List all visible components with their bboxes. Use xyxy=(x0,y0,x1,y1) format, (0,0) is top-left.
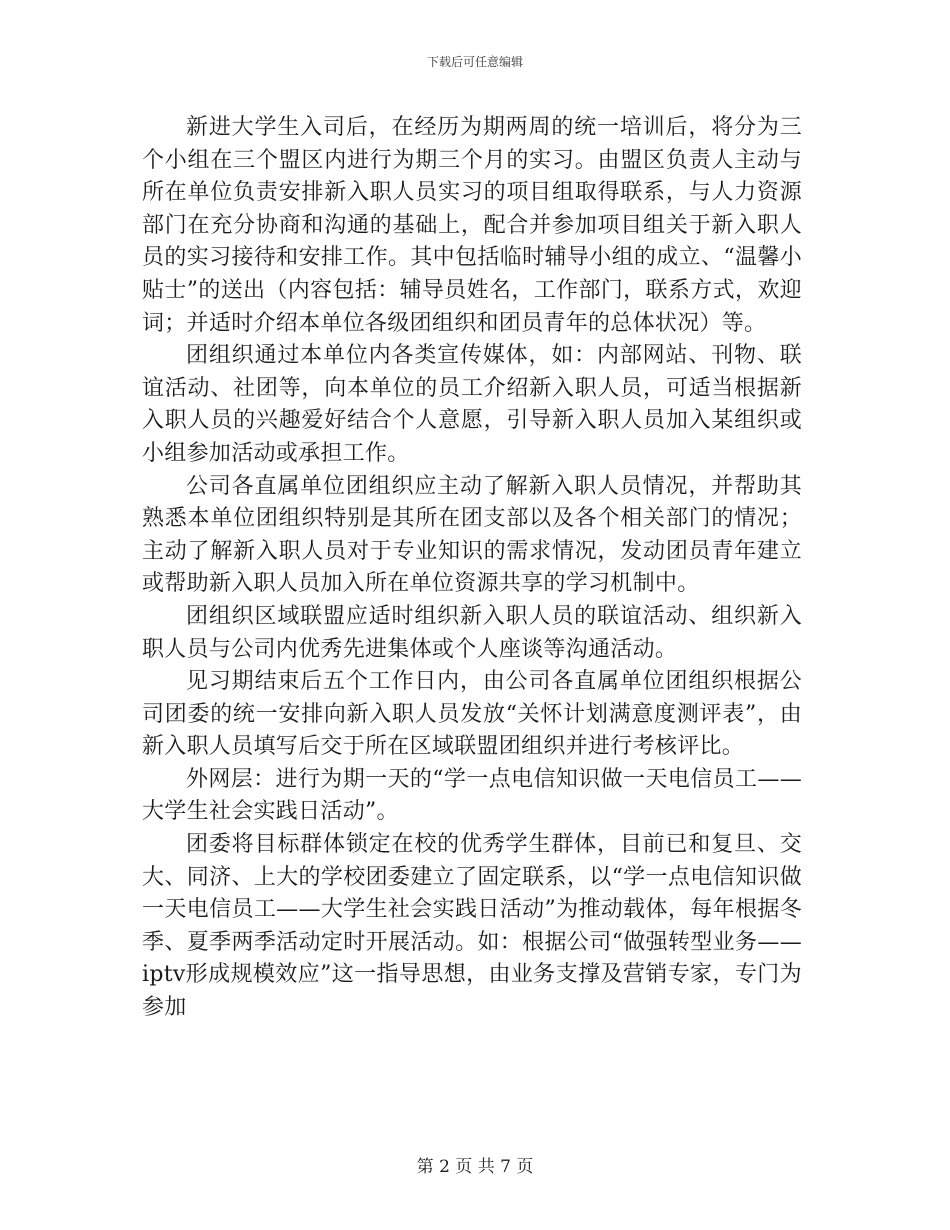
paragraph-internship-arrangement: 新进大学生入司后，在经历为期两周的统一培训后，将分为三个小组在三个盟区内进行为期三个月的实习。由盟区负责人主动与所在单位负责安排新入职人员实习的项目组取得联系，与人力资源部门在充分协商和沟通的基础上，配合并参加项目组关于新入职人员的实习接待和安排工作。其中包括临时辅导小组的成立、“温馨小贴士”的送出（内容包括：辅导员姓名，工作部门，联系方式，欢迎词；并适时介绍本单位各级团组织和团员青年的总体状况）等。 xyxy=(142,115,802,336)
paragraph-regional-alliance: 团组织区域联盟应适时组织新入职人员的联谊活动、组织新入职人员与公司内优秀先进集体或个人座谈等沟通活动。 xyxy=(142,603,802,662)
paragraph-media-introduction: 团组织通过本单位内各类宣传媒体，如：内部网站、刊物、联谊活动、社团等，向本单位的员工介绍新入职人员，可适当根据新入职人员的兴趣爱好结合个人意愿，引导新入职人员加入某组织或小组参加活动或承担工作。 xyxy=(142,343,802,466)
paragraph-external-layer: 外网层：进行为期一天的“学一点电信知识做一天电信员工——大学生社会实践日活动”。 xyxy=(142,766,802,825)
paragraph-unit-responsibility: 公司各直属单位团组织应主动了解新入职人员情况，并帮助其熟悉本单位团组织特别是其所在团支部以及各个相关部门的情况；主动了解新入职人员对于专业知识的需求情况，发动团员青年建立或帮助新入职人员加入所在单位资源共享的学习机制中。 xyxy=(142,473,802,597)
page-header-note: 下载后可任意编辑 xyxy=(426,55,523,69)
paragraph-target-group: 团委将目标群体锁定在校的优秀学生群体，目前已和复旦、交大、同济、上大的学校团委建立了固定联系，以“学一点电信知识做一天电信员工——大学生社会实践日活动”为推动载体，每年根据冬季、夏季两季活动定时开展活动。如：根据公司“做强转型业务——iptv形成规模效应”这一指导思想，由业务支撑及营销专家，专门为参加 xyxy=(142,832,802,1021)
paragraph-evaluation: 见习期结束后五个工作日内，由公司各直属单位团组织根据公司团委的统一安排向新入职人员发放“关怀计划满意度测评表”，由新入职人员填写后交于所在区域联盟团组织并进行考核评比。 xyxy=(142,669,802,760)
document-body xyxy=(142,112,802,1025)
page-number: 第 2 页 共 7 页 xyxy=(416,1157,534,1177)
